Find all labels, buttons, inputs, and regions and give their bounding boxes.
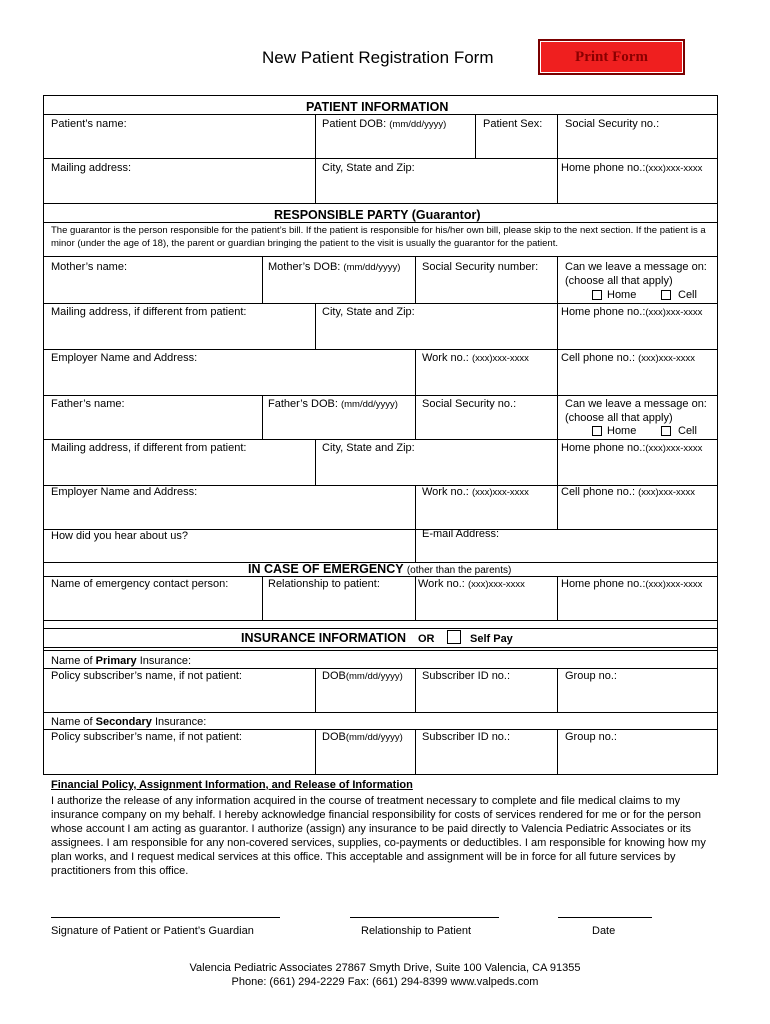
father-cell-label: Cell xyxy=(678,425,697,437)
emergency-home-phone-label[interactable]: Home phone no.:(xxx)xxx-xxxx xyxy=(561,578,703,590)
patient-mailing-label[interactable]: Mailing address: xyxy=(51,162,132,174)
mother-choose-note: (choose all that apply) xyxy=(565,275,673,287)
patient-ssn-label[interactable]: Social Security no.: xyxy=(565,118,660,130)
mother-dob-label[interactable]: Mother’s DOB: (mm/dd/yyyy) xyxy=(268,261,401,273)
patient-sex-label[interactable]: Patient Sex: xyxy=(483,118,543,130)
patient-dob-label[interactable]: Patient DOB: (mm/dd/yyyy) xyxy=(322,118,447,130)
father-work-label[interactable]: Work no.: (xxx)xxx-xxxx xyxy=(422,486,529,498)
self-pay-label: Self Pay xyxy=(470,633,513,645)
primary-subscriber-name-label[interactable]: Policy subscriber’s name, if not patient: xyxy=(51,670,242,682)
signature-line[interactable] xyxy=(51,917,280,918)
patient-city-label[interactable]: City, State and Zip: xyxy=(322,162,415,174)
secondary-group-label[interactable]: Group no.: xyxy=(565,731,617,743)
emergency-contact-label[interactable]: Name of emergency contact person: xyxy=(51,578,229,590)
mother-message-question: Can we leave a message on: xyxy=(565,261,707,273)
father-cell-checkbox[interactable] xyxy=(661,426,671,436)
father-name-label[interactable]: Father’s name: xyxy=(51,398,125,410)
self-pay-checkbox[interactable] xyxy=(447,630,461,644)
hear-about-label[interactable]: How did you hear about us? xyxy=(51,530,188,542)
mother-cell-checkbox[interactable] xyxy=(661,290,671,300)
father-home-label: Home xyxy=(607,425,637,437)
relationship-line[interactable] xyxy=(350,917,499,918)
emergency-work-label[interactable]: Work no.: (xxx)xxx-xxxx xyxy=(418,578,525,590)
father-employer-label[interactable]: Employer Name and Address: xyxy=(51,486,198,498)
date-line[interactable] xyxy=(558,917,652,918)
mother-ssn-label[interactable]: Social Security number: xyxy=(422,261,539,273)
signature-label: Signature of Patient or Patient’s Guardian xyxy=(51,925,254,937)
registration-form xyxy=(43,95,718,775)
footer-address: Valencia Pediatric Associates 27867 Smyth Drive, Suite 100 Valencia, CA 91355 xyxy=(189,962,581,974)
father-home-phone-label[interactable]: Home phone no.:(xxx)xxx-xxxx xyxy=(561,442,703,454)
mother-cell-phone-label[interactable]: Cell phone no.: (xxx)xxx-xxxx xyxy=(561,352,696,364)
mother-name-label[interactable]: Mother’s name: xyxy=(51,261,128,273)
mother-home-label: Home xyxy=(607,289,637,301)
date-label: Date xyxy=(592,925,616,937)
secondary-subscriber-name-label[interactable]: Policy subscriber’s name, if not patient: xyxy=(51,731,242,743)
insurance-or: OR xyxy=(418,633,435,645)
mother-work-label[interactable]: Work no.: (xxx)xxx-xxxx xyxy=(422,352,529,364)
email-label[interactable]: E-mail Address: xyxy=(422,528,500,540)
father-city-label[interactable]: City, State and Zip: xyxy=(322,442,415,454)
primary-subscriber-id-label[interactable]: Subscriber ID no.: xyxy=(422,670,511,682)
print-form-button[interactable]: Print Form xyxy=(538,39,685,75)
mother-mailing-label[interactable]: Mailing address, if different from patient: xyxy=(51,306,247,318)
primary-group-label[interactable]: Group no.: xyxy=(565,670,617,682)
mother-cell-label: Cell xyxy=(678,289,697,301)
patient-home-phone-label[interactable]: Home phone no.:(xxx)xxx-xxxx xyxy=(561,162,703,174)
secondary-insurance-label[interactable]: Name of Secondary Insurance: xyxy=(51,716,207,728)
mother-city-label[interactable]: City, State and Zip: xyxy=(322,306,415,318)
mother-home-checkbox[interactable] xyxy=(592,290,602,300)
page-title: New Patient Registration Form xyxy=(262,48,494,67)
insurance-heading: INSURANCE INFORMATION xyxy=(241,631,407,645)
father-message-question: Can we leave a message on: xyxy=(565,398,707,410)
father-cell-phone-label[interactable]: Cell phone no.: (xxx)xxx-xxxx xyxy=(561,486,696,498)
primary-insurance-label[interactable]: Name of Primary Insurance: xyxy=(51,655,192,667)
father-home-checkbox[interactable] xyxy=(592,426,602,436)
secondary-subscriber-id-label[interactable]: Subscriber ID no.: xyxy=(422,731,511,743)
father-ssn-label[interactable]: Social Security no.: xyxy=(422,398,517,410)
father-mailing-label[interactable]: Mailing address, if different from patient: xyxy=(51,442,247,454)
primary-dob-label[interactable]: DOB(mm/dd/yyyy) xyxy=(322,670,403,682)
relationship-label: Relationship to Patient xyxy=(361,925,472,937)
emergency-heading: IN CASE OF EMERGENCY (other than the parents) xyxy=(248,562,512,576)
secondary-dob-label[interactable]: DOB(mm/dd/yyyy) xyxy=(322,731,403,743)
patient-info-heading: PATIENT INFORMATION xyxy=(306,100,449,114)
mother-employer-label[interactable]: Employer Name and Address: xyxy=(51,352,198,364)
emergency-relationship-label[interactable]: Relationship to patient: xyxy=(268,578,380,590)
guarantor-note: The guarantor is the person responsible for the patient’s bill. If the patient is responsible for his/her own bill, please skip to the next section. If the patient is a minor (under the age of 18), the parent or guardian bringing the patient to the visit is usually the guarantor for the patient. xyxy=(51,225,706,249)
responsible-party-heading: RESPONSIBLE PARTY (Guarantor) xyxy=(274,208,481,222)
patient-name-label[interactable]: Patient’s name: xyxy=(51,118,127,130)
mother-home-phone-label[interactable]: Home phone no.:(xxx)xxx-xxxx xyxy=(561,306,703,318)
financial-policy-text: I authorize the release of any information acquired in the course of treatment necessary to complete and file medical claims to my insurance company on my behalf. I hereby acknowledge financial responsibility for costs of services rendered for me or for the person whose account I am acting as guarantor. I authorize (assign) any insurance to be paid directly to Valencia Pediatric Associates or its assignees. I am responsible for any non-covered services, supplies, co-payments or deductibles. I am responsible for knowing how my plan works, and I request medical services at this office. This acceptable and assignment will be in force for all future services by practitioners from this office. xyxy=(51,795,706,877)
father-dob-label[interactable]: Father’s DOB: (mm/dd/yyyy) xyxy=(268,398,398,410)
financial-policy-heading: Financial Policy, Assignment Information, and Release of Information xyxy=(51,779,413,791)
footer-contact: Phone: (661) 294-2229 Fax: (661) 294-8399 www.valpeds.com xyxy=(231,976,539,988)
father-choose-note: (choose all that apply) xyxy=(565,412,673,424)
